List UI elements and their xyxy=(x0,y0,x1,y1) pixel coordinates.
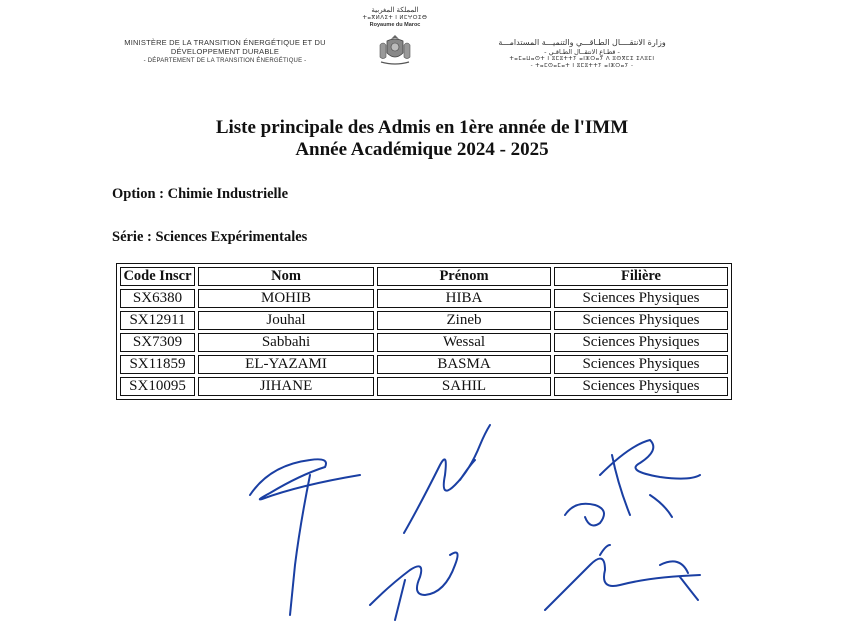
kingdom-name-arabic: المملكة المغربية xyxy=(371,7,419,14)
kingdom-name-tifinagh: ⵜⴰⴳⵍⴷⵉⵜ ⵏ ⵍⵎⵖⵔⵉⴱ xyxy=(362,15,428,21)
cell-prenom: HIBA xyxy=(377,289,551,308)
cell-code: SX10095 xyxy=(120,377,195,396)
cell-code: SX12911 xyxy=(120,311,195,330)
option-label: Option : Chimie Industrielle xyxy=(112,186,289,202)
department-name: - DÉPARTEMENT DE LA TRANSITION ÉNERGÉTIQUE - xyxy=(143,58,307,64)
table-row xyxy=(120,289,728,308)
table-row xyxy=(120,355,728,374)
signature-4-icon xyxy=(370,553,458,620)
cell-code: SX11859 xyxy=(120,355,195,374)
cell-prenom: Zineb xyxy=(377,311,551,330)
cell-prenom: BASMA xyxy=(377,355,551,374)
academic-year: Année Académique 2024 - 2025 xyxy=(295,139,549,160)
kingdom-header xyxy=(360,6,430,67)
table-row xyxy=(120,377,728,396)
cell-prenom: Wessal xyxy=(377,333,551,352)
cell-code: SX7309 xyxy=(120,333,195,352)
cell-prenom: SAHIL xyxy=(377,377,551,396)
ministry-header-arabic xyxy=(462,38,702,70)
admitted-students-table xyxy=(116,263,732,400)
cell-nom: JIHANE xyxy=(198,377,374,396)
cell-nom: Sabbahi xyxy=(198,333,374,352)
column-header-nom: Nom xyxy=(198,267,374,286)
moroccan-coat-of-arms-icon xyxy=(375,33,415,67)
document-title: Liste principale des Admis en 1ère année de l'IMM xyxy=(215,117,629,138)
department-name-arabic: - قطـاع الانتقــال الطـاقـي - xyxy=(544,48,620,56)
serie-label: Série : Sciences Expérimentales xyxy=(112,229,308,245)
column-header-prenom: Prénom xyxy=(377,267,551,286)
cell-filiere: Sciences Physiques xyxy=(554,311,728,330)
cell-nom: EL-YAZAMI xyxy=(198,355,374,374)
ministry-name-line1: MINISTÈRE DE LA TRANSITION ÉNERGÉTIQUE ET DU xyxy=(124,38,326,47)
cell-filiere: Sciences Physiques xyxy=(554,355,728,374)
cell-filiere: Sciences Physiques xyxy=(554,333,728,352)
signatures-area xyxy=(0,405,844,623)
signature-5-icon xyxy=(545,545,700,610)
cell-nom: Jouhal xyxy=(198,311,374,330)
table-row xyxy=(120,333,728,352)
cell-nom: MOHIB xyxy=(198,289,374,308)
department-name-tifinagh: - ⵜⴰⵎⵙⴰⵎⴰⵜ ⵏ ⵓⵎⵓⵜⵜⵢ ⴰⵏⵣⵔⴰⵢ - xyxy=(530,63,634,69)
signature-2-icon xyxy=(404,425,490,533)
table-row xyxy=(120,311,728,330)
ministry-name-tifinagh: ⵜⴰⵎⴰⵡⴰⵙⵜ ⵏ ⵓⵎⵓⵜⵜⵢ ⴰⵏⵣⵔⴰⵢ ⴷ ⵓⵙⴳⵎⵉ ⵉⴷⵓⵎⵏ xyxy=(509,56,655,62)
column-header-filiere: Filière xyxy=(554,267,728,286)
ministry-header-french xyxy=(100,38,350,66)
ministry-name-line2: DÉVELOPPEMENT DURABLE xyxy=(170,47,280,56)
ministry-name-arabic: وزارة الانتقــــال الطـاقـــي والتنميـــة المستدامـــة xyxy=(498,38,666,47)
signature-3-icon xyxy=(565,440,700,525)
cell-code: SX6380 xyxy=(120,289,195,308)
cell-filiere: Sciences Physiques xyxy=(554,289,728,308)
signature-1-icon xyxy=(250,459,360,615)
column-header-code: Code Inscr xyxy=(120,267,195,286)
cell-filiere: Sciences Physiques xyxy=(554,377,728,396)
kingdom-name-french: Royaume du Maroc xyxy=(369,22,421,28)
table-header-row xyxy=(120,267,728,286)
